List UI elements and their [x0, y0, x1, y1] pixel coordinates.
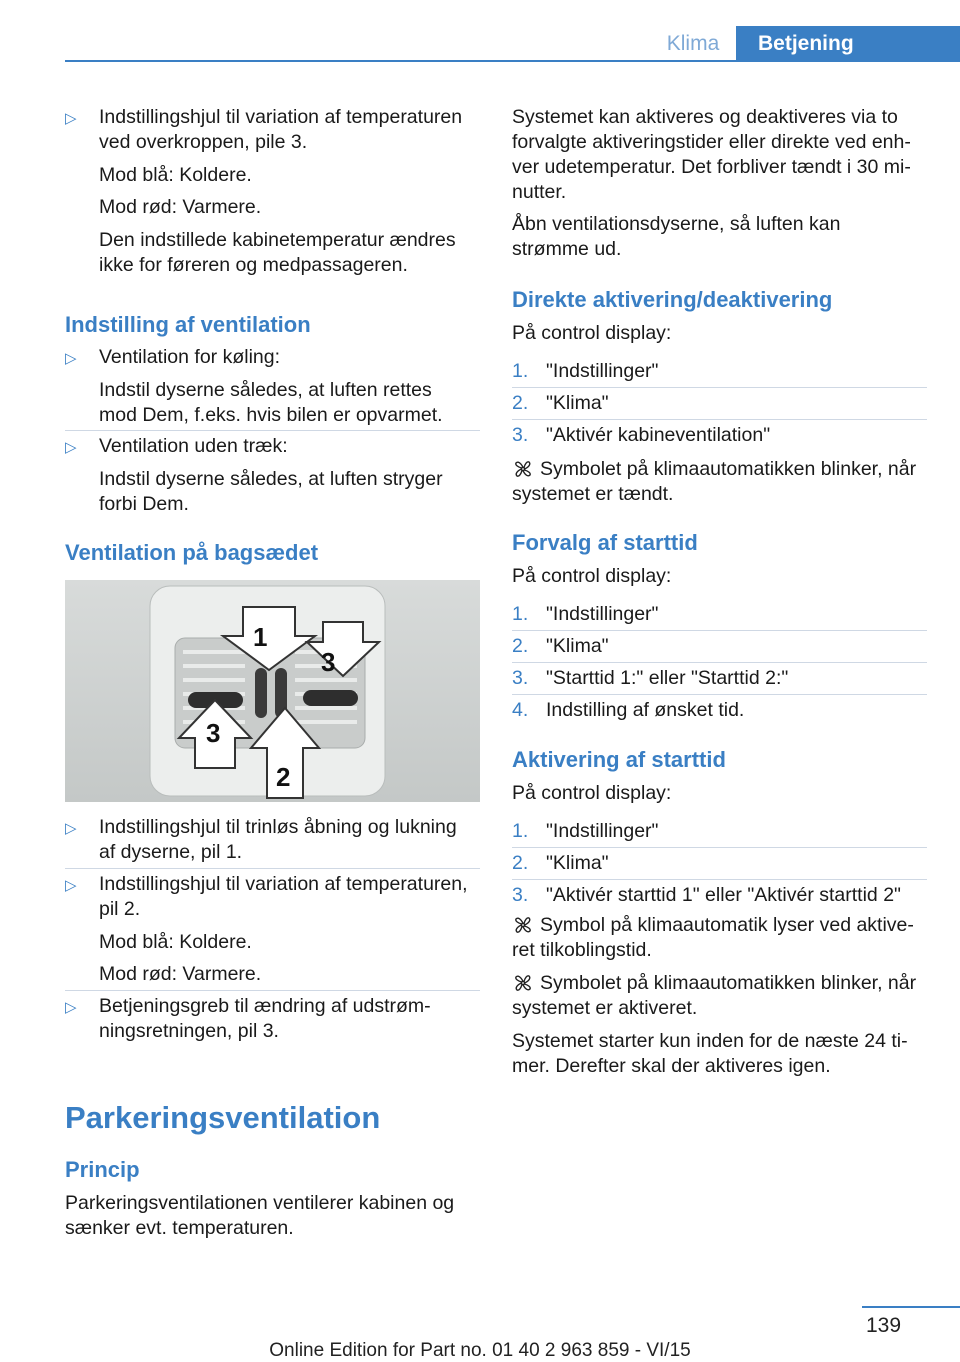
note2-line2: systemet er aktiveret.: [512, 997, 698, 1019]
direct-note-line1: Symbolet på klimaautomatikken blinker, når: [540, 458, 917, 480]
divider: [65, 868, 480, 869]
triangle-right-icon: ▷: [65, 350, 77, 367]
final-line1: Systemet starter kun inden for de næste 24 ti-: [512, 1030, 908, 1052]
rear1-line1: Indstillingshjul til trinløs åbning og lukning: [99, 816, 457, 838]
rear2-line2: pil 2.: [99, 898, 141, 920]
heading-princip: Princip: [65, 1157, 140, 1182]
list-number: 3.: [512, 884, 529, 906]
triangle-right-icon: ▷: [65, 877, 77, 894]
aktivering-item-3: "Aktivér starttid 1" eller "Aktivér starttid 2": [546, 884, 901, 906]
rear3-line2: ningsretningen, pil 3.: [99, 1020, 279, 1042]
vent1-line1: Indstil dyserne således, at luften rettes: [99, 379, 432, 401]
arrow-label-3-bottom: 3: [206, 718, 221, 748]
heading-aktivering: Aktivering af starttid: [512, 747, 726, 772]
rear2-blue: Mod blå: Koldere.: [99, 931, 252, 953]
vent1-title: Ventilation for køling:: [99, 346, 281, 368]
item1-note2: ikke for føreren og medpassageren.: [99, 254, 408, 276]
heading-rear-ventilation: Ventilation på bagsædet: [65, 540, 319, 565]
fan-icon: [512, 972, 534, 994]
header-rule: [65, 60, 960, 62]
rear-vent-illustration: [65, 580, 480, 802]
triangle-right-icon: ▷: [65, 439, 77, 456]
list-number: 1.: [512, 603, 529, 625]
divider: [65, 990, 480, 991]
vent2-line2: forbi Dem.: [99, 493, 189, 515]
rear-vent-photo: [65, 580, 480, 802]
intro-line1: Systemet kan aktiveres og deaktiveres via to: [512, 106, 898, 128]
triangle-right-icon: ▷: [65, 999, 77, 1016]
triangle-right-icon: ▷: [65, 820, 77, 837]
open-line1: Åbn ventilationsdyserne, så luften kan: [512, 213, 841, 235]
note2-line1: Symbolet på klimaautomatikken blinker, når: [540, 972, 917, 994]
rear3-line1: Betjeningsgreb til ændring af udstrøm-: [99, 995, 431, 1017]
final-line2: mer. Derefter skal der aktiveres igen.: [512, 1055, 831, 1077]
heading-forvalg: Forvalg af starttid: [512, 530, 698, 555]
forvalg-item-4: Indstilling af ønsket tid.: [546, 699, 745, 721]
intro-line3: ver udetemperatur. Det forbliver tændt i 30 mi-: [512, 156, 911, 178]
rear1-line2: af dyserne, pil 1.: [99, 841, 243, 863]
princip-line2: sænker evt. temperaturen.: [65, 1217, 294, 1239]
list-number: 1.: [512, 360, 529, 382]
list-number: 3.: [512, 667, 529, 689]
arrow-label-2: 2: [276, 762, 291, 792]
forvalg-item-2: "Klima": [546, 635, 609, 657]
aktivering-intro: På control display:: [512, 782, 672, 804]
open-line2: strømme ud.: [512, 238, 622, 260]
item1-line1: Indstillingshjul til variation af temperaturen: [99, 106, 463, 128]
page-number: 139: [866, 1314, 902, 1337]
princip-line1: Parkeringsventilationen ventilerer kabinen og: [65, 1192, 455, 1214]
arrow-label-3-top: 3: [321, 647, 336, 677]
tab-betjening: Betjening: [736, 26, 960, 62]
divider: [512, 662, 927, 663]
fan-icon: [512, 914, 534, 936]
arrow-label-1: 1: [253, 622, 268, 652]
vent2-line1: Indstil dyserne således, at luften stryger: [99, 468, 443, 490]
footer-edition: Online Edition for Part no. 01 40 2 963 859 - VI/15: [269, 1340, 691, 1361]
list-number: 2.: [512, 392, 529, 414]
list-number: 3.: [512, 424, 529, 446]
direct-item-2: "Klima": [546, 392, 609, 414]
list-number: 4.: [512, 699, 529, 721]
forvalg-item-3: "Starttid 1:" eller "Starttid 2:": [546, 667, 789, 689]
item1-note1: Den indstillede kabinetemperatur ændres: [99, 229, 456, 251]
divider: [512, 387, 927, 388]
divider: [512, 694, 927, 695]
list-number: 2.: [512, 852, 529, 874]
aktivering-item-1: "Indstillinger": [546, 820, 659, 842]
rear2-red: Mod rød: Varmere.: [99, 963, 262, 985]
note1-line1: Symbol på klimaautomatik lyser ved aktive-: [540, 914, 914, 936]
direct-item-3: "Aktivér kabineventilation": [546, 424, 771, 446]
forvalg-item-1: "Indstillinger": [546, 603, 659, 625]
note1-line2: ret tilkoblingstid.: [512, 939, 652, 961]
heading-ventilation: Indstilling af ventilation: [65, 312, 311, 337]
divider: [512, 419, 927, 420]
divider: [65, 430, 480, 431]
forvalg-intro: På control display:: [512, 565, 672, 587]
aktivering-item-2: "Klima": [546, 852, 609, 874]
vent1-line2: mod Dem, f.eks. hvis bilen er opvarmet.: [99, 404, 443, 426]
intro-line4: nutter.: [512, 181, 567, 203]
list-number: 1.: [512, 820, 529, 842]
intro-line2: forvalgte aktiveringstider eller direkte ved enh-: [512, 131, 911, 153]
vent2-title: Ventilation uden træk:: [99, 435, 288, 457]
divider: [512, 879, 927, 880]
item1-line2: ved overkroppen, pile 3.: [99, 131, 308, 153]
triangle-right-icon: ▷: [65, 110, 77, 127]
direct-intro: På control display:: [512, 322, 672, 344]
divider: [512, 630, 927, 631]
item1-red: Mod rød: Varmere.: [99, 196, 262, 218]
heading-parking-ventilation: Parkeringsventilation: [65, 1100, 381, 1135]
direct-item-1: "Indstillinger": [546, 360, 659, 382]
footer-rule: [862, 1306, 960, 1308]
heading-direct: Direkte aktivering/deaktivering: [512, 287, 833, 312]
direct-note-line2: systemet er tændt.: [512, 483, 674, 505]
rear2-line1: Indstillingshjul til variation af temperaturen,: [99, 873, 468, 895]
divider: [512, 847, 927, 848]
list-number: 2.: [512, 635, 529, 657]
item1-blue: Mod blå: Koldere.: [99, 164, 252, 186]
tab-klima: Klima: [666, 32, 720, 55]
fan-icon: [512, 458, 534, 480]
